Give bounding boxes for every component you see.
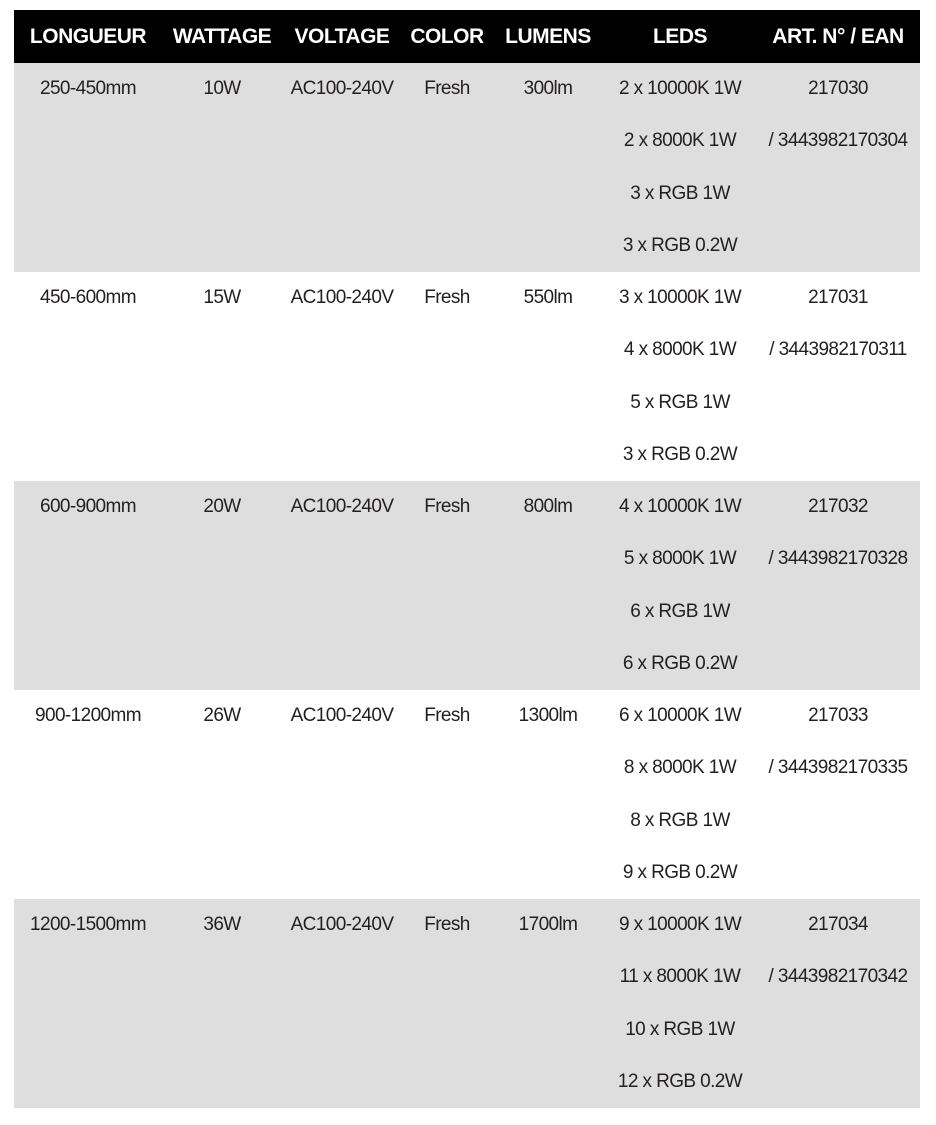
table-header <box>14 10 920 63</box>
wattage-cell <box>162 899 282 1108</box>
led-line: 11 x 8000K 1W <box>619 966 741 988</box>
lumens-cell <box>492 63 604 272</box>
leds-cell <box>604 63 756 272</box>
article-number: 217031 <box>808 287 868 308</box>
led-line: 8 x 8000K 1W <box>623 757 737 779</box>
length-value: 1200-1500mm <box>30 914 146 935</box>
led-line: 4 x 10000K 1W <box>618 496 742 517</box>
led-line: 2 x 10000K 1W <box>618 78 742 99</box>
led-line: 5 x RGB 1W <box>630 391 730 413</box>
led-line: 2 x 8000K 1W <box>623 130 737 152</box>
article-number: 217033 <box>808 705 868 726</box>
lumens-value: 1300lm <box>518 705 578 726</box>
lumens-cell <box>492 899 604 1108</box>
ean-number: / 3443982170328 <box>768 548 908 570</box>
product-spec-table <box>14 10 920 1108</box>
lumens-value: 1700lm <box>518 914 578 935</box>
article-cell <box>756 690 920 899</box>
voltage-cell <box>282 63 402 272</box>
led-line: 4 x 8000K 1W <box>623 339 737 361</box>
header-article: ART. N° / EAN <box>756 10 920 63</box>
wattage-cell <box>162 63 282 272</box>
color-cell <box>402 272 492 481</box>
voltage-value: AC100-240V <box>290 287 394 308</box>
led-line: 3 x RGB 0.2W <box>622 234 738 256</box>
lumens-cell <box>492 690 604 899</box>
header-row <box>14 10 920 63</box>
wattage-value: 20W <box>203 496 241 517</box>
led-line: 3 x 10000K 1W <box>618 287 742 308</box>
wattage-value: 10W <box>203 78 241 99</box>
leds-cell <box>604 899 756 1108</box>
color-value: Fresh <box>424 914 470 935</box>
leds-cell <box>604 481 756 690</box>
table-row <box>14 272 920 481</box>
table-body <box>14 63 920 1108</box>
color-value: Fresh <box>424 705 470 726</box>
article-number: 217032 <box>808 496 868 517</box>
length-value: 450-600mm <box>40 287 136 308</box>
article-number: 217030 <box>808 78 868 99</box>
color-cell <box>402 481 492 690</box>
article-cell <box>756 899 920 1108</box>
led-line: 10 x RGB 1W <box>625 1018 735 1040</box>
length-cell <box>14 690 162 899</box>
led-line: 6 x 10000K 1W <box>618 705 742 726</box>
leds-cell <box>604 690 756 899</box>
led-line: 9 x 10000K 1W <box>618 914 742 935</box>
color-cell <box>402 690 492 899</box>
voltage-cell <box>282 899 402 1108</box>
voltage-cell <box>282 272 402 481</box>
led-line: 6 x RGB 0.2W <box>622 652 738 674</box>
ean-number: / 3443982170311 <box>769 339 907 361</box>
article-number: 217034 <box>808 914 868 935</box>
ean-number: / 3443982170342 <box>768 966 908 988</box>
color-value: Fresh <box>424 78 470 99</box>
article-cell <box>756 272 920 481</box>
header-leds: LEDS <box>604 10 756 63</box>
wattage-value: 36W <box>203 914 241 935</box>
led-line: 5 x 8000K 1W <box>623 548 737 570</box>
wattage-cell <box>162 690 282 899</box>
color-cell <box>402 899 492 1108</box>
led-line: 12 x RGB 0.2W <box>617 1070 743 1092</box>
article-cell <box>756 63 920 272</box>
lumens-value: 300lm <box>523 78 573 99</box>
length-cell <box>14 272 162 481</box>
led-line: 6 x RGB 1W <box>630 600 730 622</box>
ean-number: / 3443982170335 <box>768 757 908 779</box>
table-row <box>14 899 920 1108</box>
header-length: LONGUEUR <box>14 10 162 63</box>
table-row <box>14 690 920 899</box>
voltage-value: AC100-240V <box>290 78 394 99</box>
lumens-value: 800lm <box>523 496 573 517</box>
led-line: 3 x RGB 0.2W <box>622 443 738 465</box>
header-wattage: WATTAGE <box>162 10 282 63</box>
article-cell <box>756 481 920 690</box>
color-value: Fresh <box>424 287 470 308</box>
length-cell <box>14 899 162 1108</box>
voltage-cell <box>282 481 402 690</box>
led-line: 9 x RGB 0.2W <box>622 861 738 883</box>
length-value: 250-450mm <box>40 78 136 99</box>
wattage-value: 26W <box>203 705 241 726</box>
header-lumens: LUMENS <box>492 10 604 63</box>
header-voltage: VOLTAGE <box>282 10 402 63</box>
voltage-value: AC100-240V <box>290 914 394 935</box>
led-line: 3 x RGB 1W <box>630 182 730 204</box>
led-line: 8 x RGB 1W <box>630 809 730 831</box>
leds-cell <box>604 272 756 481</box>
lumens-cell <box>492 481 604 690</box>
voltage-value: AC100-240V <box>290 705 394 726</box>
color-value: Fresh <box>424 496 470 517</box>
table-row <box>14 481 920 690</box>
length-cell <box>14 63 162 272</box>
voltage-cell <box>282 690 402 899</box>
length-value: 600-900mm <box>40 496 136 517</box>
color-cell <box>402 63 492 272</box>
length-value: 900-1200mm <box>35 705 141 726</box>
header-color: COLOR <box>402 10 492 63</box>
ean-number: / 3443982170304 <box>768 130 908 152</box>
wattage-cell <box>162 481 282 690</box>
length-cell <box>14 481 162 690</box>
lumens-cell <box>492 272 604 481</box>
lumens-value: 550lm <box>523 287 573 308</box>
wattage-cell <box>162 272 282 481</box>
table-row <box>14 63 920 272</box>
voltage-value: AC100-240V <box>290 496 394 517</box>
wattage-value: 15W <box>203 287 241 308</box>
